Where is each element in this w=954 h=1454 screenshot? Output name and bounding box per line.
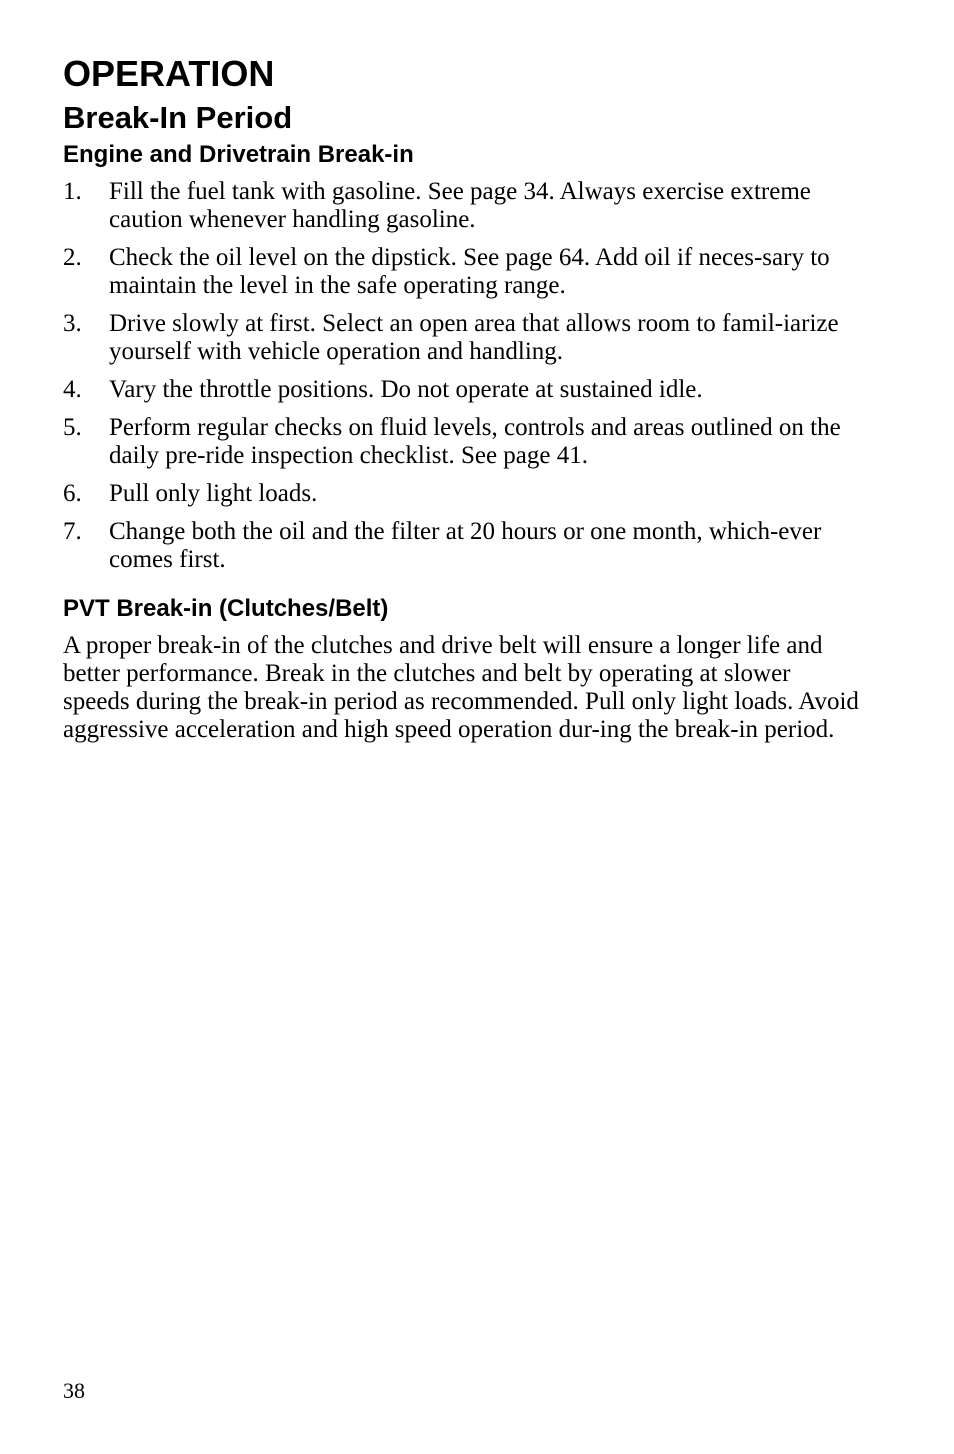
step-number: 7. bbox=[63, 518, 82, 545]
list-item bbox=[63, 480, 863, 508]
step-text: Check the oil level on the dipstick. See page 64. Add oil if neces-sary to maintain the level in the safe operating range. bbox=[109, 244, 830, 299]
page-number: 38 bbox=[63, 1378, 85, 1403]
step-number: 6. bbox=[63, 480, 82, 507]
engine-breakin-steps bbox=[63, 178, 863, 574]
step-text: Change both the oil and the filter at 20 hours or one month, which-ever comes first. bbox=[109, 518, 822, 573]
pvt-breakin-paragraph: A proper break-in of the clutches and drive belt will ensure a longer life and better performance. Break in the clutches and belt by operating at slower speeds during the break-in period as recommended. Pull only light loads. Avoid aggressive acceleration and high speed operation dur-ing the break-in period. bbox=[63, 632, 859, 743]
list-item bbox=[63, 376, 863, 404]
step-number: 2. bbox=[63, 244, 82, 271]
step-text: Perform regular checks on fluid levels, controls and areas outlined on the daily pre-ride inspection checklist. See page 41. bbox=[109, 414, 841, 469]
list-item bbox=[63, 310, 863, 366]
list-item bbox=[63, 414, 863, 470]
step-text: Pull only light loads. bbox=[109, 480, 318, 507]
step-number: 5. bbox=[63, 414, 82, 441]
step-number: 4. bbox=[63, 376, 82, 403]
section-title: OPERATION bbox=[63, 53, 275, 94]
step-text: Drive slowly at first. Select an open area that allows room to famil-iarize yourself with vehicle operation and handling. bbox=[109, 310, 839, 365]
list-item bbox=[63, 178, 863, 234]
list-item bbox=[63, 244, 863, 300]
step-number: 3. bbox=[63, 310, 82, 337]
step-text: Fill the fuel tank with gasoline. See page 34. Always exercise extreme caution whenever handling gasoline. bbox=[109, 178, 811, 233]
manual-page bbox=[63, 54, 863, 744]
subsection-title: Break-In Period bbox=[63, 100, 293, 135]
step-number: 1. bbox=[63, 178, 82, 205]
pvt-breakin-heading: PVT Break-in (Clutches/Belt) bbox=[63, 595, 389, 622]
list-item bbox=[63, 518, 863, 574]
engine-breakin-heading: Engine and Drivetrain Break-in bbox=[63, 141, 414, 168]
step-text: Vary the throttle positions. Do not operate at sustained idle. bbox=[109, 376, 703, 403]
